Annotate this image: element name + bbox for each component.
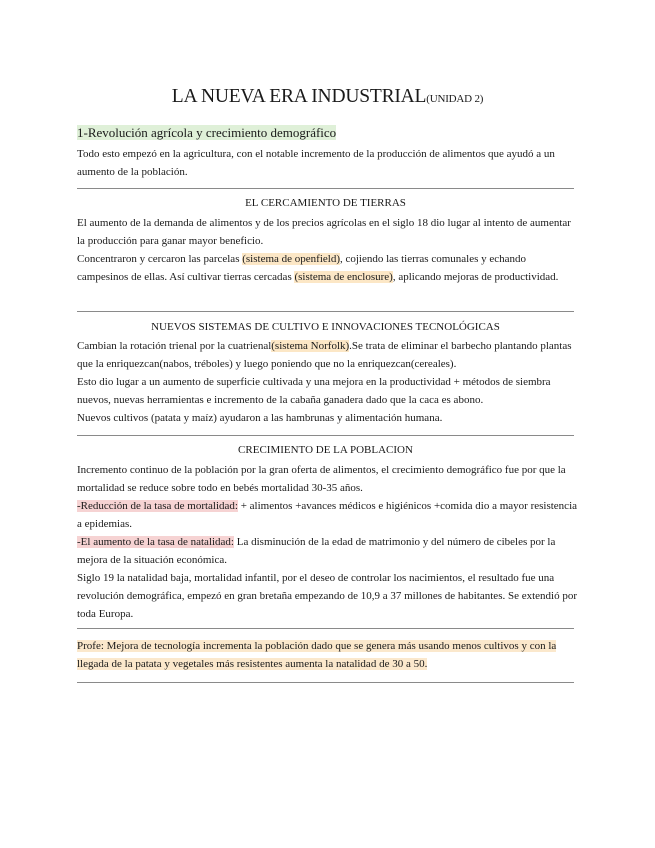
highlight-enclosure: (sistema de enclosure) [294, 271, 393, 283]
highlight-openfield: (sistema de openfield) [242, 253, 340, 265]
divider [77, 311, 574, 312]
population-section [77, 461, 580, 623]
text-run: La disminución de la edad de matrimonio y del número de cibeles por la mejora de la situación económica. [77, 536, 556, 566]
enclosure-section [77, 214, 580, 286]
highlight-norfolk: (sistema Norfolk) [271, 340, 350, 352]
enclosure-paragraph-1: El aumento de la demanda de alimentos y de los precios agrícolas en el siglo 18 dio lugar al intento de aumentar la producción para ganar mayor beneficio. [77, 217, 571, 247]
population-paragraph-4: Siglo 19 la natalidad baja, mortalidad infantil, por el deseo de controlar los nacimientos, el resultado fue una revolución demográfica, empezó en gran bretaña empezando de 10,9 a 37 millones de habitantes. Se extendió por toda Europa. [77, 572, 578, 620]
divider [77, 188, 574, 189]
crop-paragraph-2: Esto dio lugar a un aumento de superficie cultivada y una mejora en la productividad + métodos de siembra nuevos, nuevas herramientas e incremento de la cabaña ganadera dado que la caca es abono. [77, 376, 551, 406]
crop-systems-section [77, 337, 580, 427]
population-paragraph-1: Incremento continuo de la población por la gran oferta de alimentos, el crecimiento demográfico fue por que la mortalidad se reduce sobre todo en bebés mortalidad 30-35 años. [77, 464, 566, 494]
text-run: .Se trata de eliminar el barbecho plantando plantas que la enriquezcan(nabos, tréboles) y luego poniendo que no la enriquezcan(cereales). [77, 340, 572, 370]
text-run: , aplicando mejoras de productividad. [392, 271, 559, 283]
teacher-note [77, 637, 580, 673]
enclosure-paragraph-2 [77, 250, 580, 286]
text-run: Cambian la rotación trienal por la cuatrienal [77, 340, 272, 352]
highlight-natality: -El aumento de la tasa de natalidad: [77, 536, 234, 548]
crop-paragraph-1 [77, 337, 580, 373]
population-heading: CRECIMIENTO DE LA POBLACION [238, 444, 413, 456]
population-paragraph-3 [77, 533, 580, 569]
divider [77, 628, 574, 629]
crop-systems-heading: NUEVOS SISTEMAS DE CULTIVO E INNOVACIONES TECNOLÓGICAS [151, 321, 500, 333]
text-run: Concentraron y cercaron las parcelas [77, 253, 243, 265]
title-unit: (UNIDAD 2) [426, 93, 484, 105]
text-run: , cojiendo las tierras comunales y echando campesinos de ellas. Así cultivar tierras cercadas [77, 253, 527, 283]
section-intro-text: Todo esto empezó en la agricultura, con el notable incremento de la producción de alimentos que ayudó a un aumento de la población. [77, 148, 555, 178]
population-paragraph-2 [77, 497, 580, 533]
section-heading: 1-Revolución agrícola y crecimiento demográfico [77, 125, 337, 140]
section-agricultural-revolution [77, 124, 580, 181]
divider [77, 435, 574, 436]
title-main: LA NUEVA ERA INDUSTRIAL [171, 86, 427, 107]
divider [77, 682, 574, 683]
teacher-note-text: Profe: Mejora de tecnología incrementa la población dado que se genera más usando menos cultivos y con la llegada de la patata y vegetales más resistentes aumenta la natalidad de 30 a 50. [77, 640, 557, 670]
crop-paragraph-3: Nuevos cultivos (patata y maíz) ayudaron a las hambrunas y alimentación humana. [77, 412, 443, 424]
enclosure-heading: EL CERCAMIENTO DE TIERRAS [245, 197, 406, 209]
page-title [0, 86, 655, 108]
highlight-mortality: -Reducción de la tasa de mortalidad: [77, 500, 238, 512]
text-run: + alimentos +avances médicos e higiénicos +comida dio a mayor resistencia a epidemias. [77, 500, 578, 530]
